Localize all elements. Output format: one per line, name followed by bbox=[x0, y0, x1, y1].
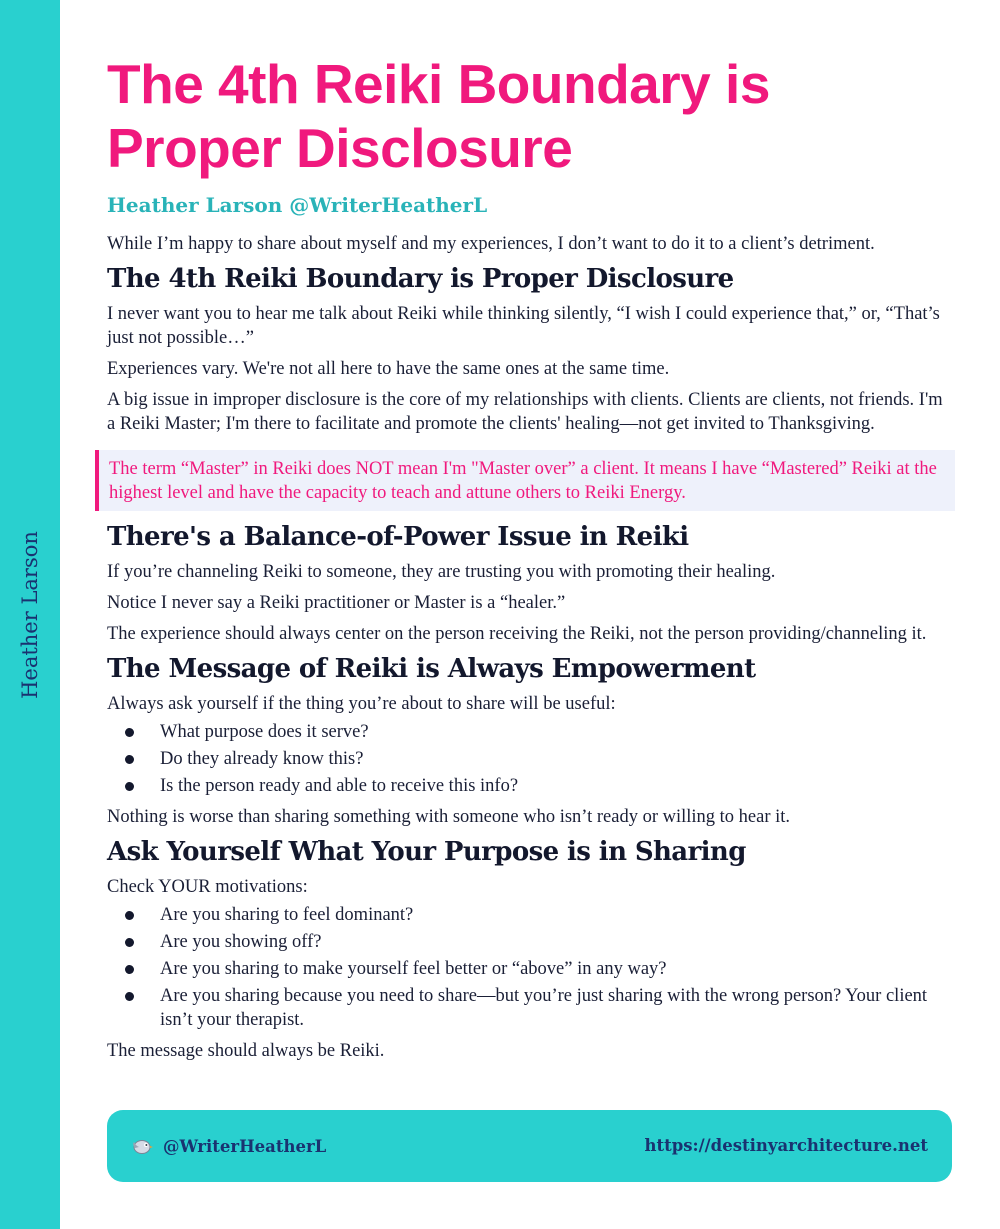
bullet-icon bbox=[125, 911, 134, 920]
section-heading-disclosure: The 4th Reiki Boundary is Proper Disclosure bbox=[107, 264, 734, 294]
bird-icon bbox=[131, 1135, 153, 1157]
footer-bar bbox=[107, 1110, 952, 1182]
section-heading-balance-of-power: There's a Balance-of-Power Issue in Reiki bbox=[107, 522, 689, 552]
paragraph: Always ask yourself if the thing you’re about to share will be useful: bbox=[107, 694, 616, 714]
bullet-icon bbox=[125, 965, 134, 974]
bullet-icon bbox=[125, 992, 134, 1001]
sidebar-author-name: Heather Larson bbox=[18, 531, 42, 699]
article bbox=[107, 52, 955, 1063]
paragraph: Notice I never say a Reiki practitioner or Master is a “healer.” bbox=[107, 593, 566, 613]
bullet-icon bbox=[125, 728, 134, 737]
footer-handle: @WriterHeatherL bbox=[163, 1136, 327, 1156]
list-item: Are you sharing to make yourself feel better or “above” in any way? bbox=[107, 957, 955, 981]
paragraph: The message should always be Reiki. bbox=[107, 1041, 385, 1061]
paragraph: Nothing is worse than sharing something with someone who isn’t ready or willing to hear it. bbox=[107, 807, 791, 827]
paragraph: The experience should always center on the person receiving the Reiki, not the person providing/channeling it. bbox=[107, 624, 927, 644]
author-byline: Heather Larson @WriterHeatherL bbox=[107, 193, 488, 217]
list-item: Are you sharing to feel dominant? bbox=[107, 903, 955, 927]
sidebar bbox=[0, 0, 60, 1229]
bullet-list bbox=[107, 720, 955, 798]
bullet-list bbox=[107, 903, 955, 1032]
paragraph: I never want you to hear me talk about Reiki while thinking silently, “I wish I could experience that,” or, “That’s just not possible…” bbox=[107, 304, 940, 348]
bullet-icon bbox=[125, 755, 134, 764]
list-item: Do they already know this? bbox=[107, 747, 955, 771]
callout-quote: The term “Master” in Reiki does NOT mean I'm "Master over” a client. It means I have “Mastered” Reiki at the highest level and have the capacity to teach and attune others to Reiki Energy. bbox=[95, 450, 955, 511]
paragraph: A big issue in improper disclosure is the core of my relationships with clients. Clients are clients, not friends. I'm a Reiki Master; I'm there to facilitate and promote the clients' healing—not get invited to Thanksgiving. bbox=[107, 390, 943, 434]
paragraph: Experiences vary. We're not all here to have the same ones at the same time. bbox=[107, 359, 670, 379]
page-title: The 4th Reiki Boundary is Proper Disclosure bbox=[107, 53, 770, 179]
paragraph: Check YOUR motivations: bbox=[107, 877, 308, 897]
list-item: Are you showing off? bbox=[107, 930, 955, 954]
bullet-icon bbox=[125, 782, 134, 791]
intro-paragraph: While I’m happy to share about myself and my experiences, I don’t want to do it to a client’s detriment. bbox=[107, 234, 875, 254]
list-item: Are you sharing because you need to share—but you’re just sharing with the wrong person? Your client isn’t your therapist. bbox=[107, 984, 955, 1032]
bullet-icon bbox=[125, 938, 134, 947]
section-heading-empowerment: The Message of Reiki is Always Empowerment bbox=[107, 654, 756, 684]
list-item: What purpose does it serve? bbox=[107, 720, 955, 744]
list-item: Is the person ready and able to receive this info? bbox=[107, 774, 955, 798]
paragraph: If you’re channeling Reiki to someone, they are trusting you with promoting their healing. bbox=[107, 562, 776, 582]
social-handle-link[interactable] bbox=[131, 1110, 326, 1182]
section-heading-purpose: Ask Yourself What Your Purpose is in Sharing bbox=[107, 837, 746, 867]
website-link[interactable]: https://destinyarchitecture.net bbox=[644, 1136, 928, 1155]
